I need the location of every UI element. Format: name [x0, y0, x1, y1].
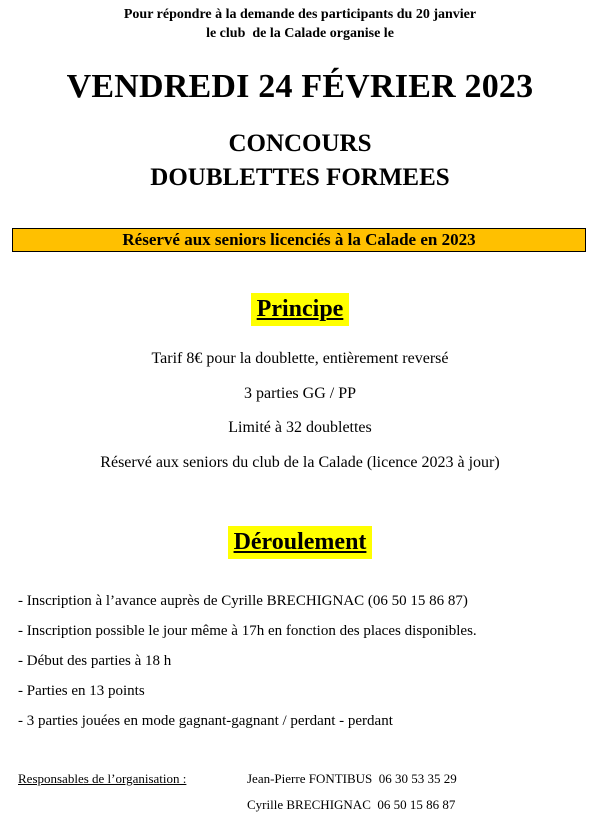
- deroulement-item: - 3 parties jouées en mode gagnant-gagnant / perdant - perdant: [18, 713, 393, 729]
- principe-section-heading: [0, 293, 600, 326]
- intro-line-1: Pour répondre à la demande des participants du 20 janvier: [123, 7, 477, 22]
- intro-line-2: le club de la Calade organise le: [206, 26, 394, 41]
- eligibility-banner: Réservé aux seniors licenciés à la Calade en 2023: [12, 228, 586, 252]
- deroulement-section-heading: [0, 526, 600, 559]
- event-date-title: VENDREDI 24 FÉVRIER 2023: [66, 68, 534, 105]
- intro-text: [0, 5, 600, 43]
- principe-item: Réservé aux seniors du club de la Calade (licence 2023 à jour): [100, 453, 500, 471]
- deroulement-item: - Inscription à l’avance auprès de Cyrille BRECHIGNAC (06 50 15 86 87): [18, 593, 468, 609]
- event-type-title: [0, 127, 600, 195]
- organisation-label: Responsables de l’organisation :: [18, 771, 187, 786]
- deroulement-list: [18, 590, 477, 740]
- principe-item: 3 parties GG / PP: [244, 384, 356, 402]
- event-type-line-1: CONCOURS: [228, 130, 372, 157]
- event-type-line-2: DOUBLETTES FORMEES: [150, 164, 450, 191]
- deroulement-item: - Parties en 13 points: [18, 683, 145, 699]
- organiser-contact: Jean-Pierre FONTIBUS 06 30 53 35 29: [247, 771, 457, 786]
- principe-item: Limité à 32 doublettes: [228, 419, 372, 436]
- principe-list: [0, 347, 600, 485]
- principe-heading: Principe: [251, 293, 350, 326]
- organiser-contact: Cyrille BRECHIGNAC 06 50 15 86 87: [247, 797, 456, 812]
- deroulement-heading: Déroulement: [228, 526, 373, 559]
- principe-item: Tarif 8€ pour la doublette, entièrement reversé: [151, 350, 449, 367]
- deroulement-item: - Inscription possible le jour même à 17h en fonction des places disponibles.: [18, 623, 477, 639]
- deroulement-item: - Début des parties à 18 h: [18, 653, 172, 669]
